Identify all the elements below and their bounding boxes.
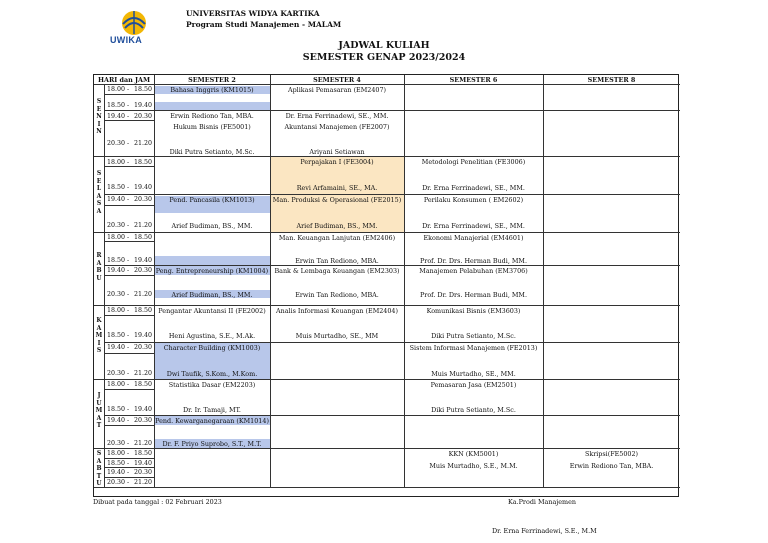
kamis-s2-lecturer-b: Dwi Taufik, S.Kom., M.Kom. bbox=[166, 370, 258, 378]
university-name: UNIVERSITAS WIDYA KARTIKA bbox=[186, 9, 320, 18]
sabtu-s8-course-a: Skripsi(FE5002) bbox=[584, 450, 639, 458]
time-start: 19.40 bbox=[107, 113, 126, 120]
kamis-s6-lecturer-a: Diki Putra Setianto, M.Sc. bbox=[431, 332, 516, 340]
time-end: 20.30 bbox=[134, 196, 153, 203]
created-date: Dibuat pada tanggal : 02 Februari 2023 bbox=[93, 498, 222, 506]
slot-rule bbox=[104, 342, 680, 343]
rabu-s6-course-a: Ekonomi Manajerial (EM4601) bbox=[423, 234, 524, 242]
time-end: 20.30 bbox=[134, 344, 153, 351]
col-rule bbox=[543, 75, 544, 487]
slot-rule bbox=[104, 110, 680, 111]
rabu-s2-course-b: Peng. Entrepreneurship (KM1004) bbox=[155, 267, 269, 275]
sabtu-s6-course-a: KKN (KM5001) bbox=[448, 450, 499, 458]
time-start: 19.40 bbox=[107, 196, 126, 203]
time-end: 20.30 bbox=[134, 417, 153, 424]
header-semester-6: SEMESTER 6 bbox=[449, 76, 498, 84]
time-start: 18.50 bbox=[107, 184, 126, 191]
time-separator: - bbox=[127, 307, 130, 314]
time-separator: - bbox=[127, 417, 130, 424]
time-end: 18.50 bbox=[134, 381, 153, 388]
selasa-s6-course-a: Metodologi Penelitian (FE3006) bbox=[421, 158, 526, 166]
time-end: 18.50 bbox=[134, 86, 153, 93]
page-title bbox=[0, 40, 768, 64]
time-start: 18.50 bbox=[107, 406, 126, 413]
time-start: 18.00 bbox=[107, 159, 126, 166]
header-day-time: HARI dan JAM bbox=[97, 76, 151, 84]
rabu-s4-lecturer-a: Erwin Tan Rediono, MBA. bbox=[295, 257, 379, 265]
time-start: 20.30 bbox=[107, 222, 126, 229]
jumat-s2-course-b: Pend. Kewarganegaraan (KM1014) bbox=[155, 417, 269, 425]
program-name: Program Studi Manajemen - MALAM bbox=[186, 20, 342, 29]
jumat-s6-lecturer-a: Diki Putra Setianto, M.Sc. bbox=[431, 406, 516, 414]
selasa-s6-course-b: Perilaku Konsumen ( EM2602) bbox=[423, 196, 524, 204]
selasa-s4-lecturer-b: Arief Budiman, BS., MM. bbox=[296, 222, 378, 230]
time-separator: - bbox=[127, 450, 130, 457]
time-start: 20.30 bbox=[107, 479, 126, 486]
schedule-table bbox=[93, 74, 679, 497]
senin-s4-lecturer-b: Ariyani Setiawan bbox=[309, 148, 365, 156]
time-separator: - bbox=[127, 102, 130, 109]
slot-rule bbox=[104, 425, 154, 426]
rabu-s4-lecturer-b: Erwin Tan Rediono, MBA. bbox=[295, 291, 379, 299]
selasa-s4-lecturer-a: Revi Arfamaini, SE., MA. bbox=[296, 184, 378, 192]
sabtu-s6-lecturer-a: Muis Murtadho, S.E., M.M. bbox=[429, 462, 518, 470]
time-separator: - bbox=[127, 86, 130, 93]
time-end: 19.40 bbox=[134, 332, 153, 339]
slot-rule bbox=[104, 389, 154, 390]
time-start: 19.40 bbox=[107, 344, 126, 351]
slot-rule bbox=[104, 265, 680, 266]
selasa-s6-lecturer-b: Dr. Erna Ferrinadewi, SE., MM. bbox=[422, 222, 525, 230]
jumat-s2-lecturer-a: Dr. Ir. Tamaji, MT. bbox=[183, 406, 241, 414]
jumat-s6-course-a: Pemasaran Jasa (EM2501) bbox=[430, 381, 517, 389]
header-rule bbox=[94, 84, 680, 85]
col-rule bbox=[154, 75, 155, 487]
header-semester-4: SEMESTER 4 bbox=[313, 76, 361, 84]
slot-rule bbox=[104, 353, 154, 354]
slot-rule bbox=[104, 194, 680, 195]
time-end: 18.50 bbox=[134, 159, 153, 166]
time-end: 19.40 bbox=[134, 257, 153, 264]
day-rule-5 bbox=[94, 448, 680, 449]
kamis-s4-course-a: Analis Informasi Keuangan (EM2404) bbox=[275, 307, 398, 315]
time-start: 18.50 bbox=[107, 257, 126, 264]
time-separator: - bbox=[127, 222, 130, 229]
jumat-s2-lecturer-b: Dr. F. Priyo Suprobo, S.T., M.T. bbox=[162, 440, 262, 448]
signer-role: Ka.Prodi Manajemen bbox=[508, 498, 576, 506]
time-separator: - bbox=[127, 370, 130, 377]
selasa-s2-lecturer-b: Arief Budiman, BS., MM. bbox=[171, 222, 253, 230]
senin-s4-course-b: Akuntansi Manajemen (FE2007) bbox=[284, 123, 390, 131]
signer-name: Dr. Erna Ferrinadewi, S.E., M.M bbox=[492, 527, 597, 535]
col-rule bbox=[104, 84, 105, 487]
time-end: 21.20 bbox=[134, 140, 153, 147]
time-start: 19.40 bbox=[107, 267, 126, 274]
selasa-s4-course-b: Man. Produksi & Operasional (FE2015) bbox=[272, 196, 402, 204]
sabtu-s8-lecturer-a: Erwin Rediono Tan, MBA. bbox=[569, 462, 654, 470]
time-end: 21.20 bbox=[134, 440, 153, 447]
rabu-s6-course-b: Manajemen Pelabuhan (EM3706) bbox=[419, 267, 528, 275]
time-start: 18.50 bbox=[107, 102, 126, 109]
slot-rule bbox=[104, 94, 154, 95]
kamis-s2-lecturer-a: Heni Agustina, S.E., M.Ak. bbox=[168, 332, 256, 340]
time-separator: - bbox=[127, 113, 130, 120]
senin-s2-course-b: Hukum Bisnis (FE5001) bbox=[173, 123, 251, 131]
rabu-s4-course-b: Bank & Lembaga Keuangan (EM2303) bbox=[274, 267, 400, 275]
time-end: 18.50 bbox=[134, 234, 153, 241]
time-separator: - bbox=[127, 344, 130, 351]
university-header bbox=[186, 8, 341, 30]
time-start: 18.00 bbox=[107, 307, 126, 314]
selasa-s6-lecturer-a: Dr. Erna Ferrinadewi, SE., MM. bbox=[422, 184, 525, 192]
day-rule-4 bbox=[94, 379, 680, 380]
time-end: 18.50 bbox=[134, 307, 153, 314]
rabu-s2-lecturer-b: Arief Budiman, BS., MM. bbox=[171, 291, 253, 299]
col-rule bbox=[404, 75, 405, 487]
time-separator: - bbox=[127, 257, 130, 264]
time-start: 18.50 bbox=[107, 460, 126, 467]
time-separator: - bbox=[127, 460, 130, 467]
time-separator: - bbox=[127, 440, 130, 447]
time-start: 20.30 bbox=[107, 440, 126, 447]
day-rule-6 bbox=[94, 487, 680, 488]
selasa-s2-course-b: Pend. Pancasila (KM1013) bbox=[169, 196, 255, 204]
slot-rule bbox=[104, 458, 154, 459]
time-end: 21.20 bbox=[134, 479, 153, 486]
kamis-s2-course-b: Character Building (KM1003) bbox=[163, 344, 261, 352]
time-end: 20.30 bbox=[134, 113, 153, 120]
time-end: 19.40 bbox=[134, 406, 153, 413]
day-jumat: J U M A T bbox=[95, 392, 103, 430]
time-start: 18.00 bbox=[107, 234, 126, 241]
time-start: 20.30 bbox=[107, 291, 126, 298]
time-end: 21.20 bbox=[134, 291, 153, 298]
schedule-subtitle: SEMESTER GENAP 2023/2024 bbox=[302, 52, 466, 63]
time-end: 19.40 bbox=[134, 102, 153, 109]
time-start: 18.00 bbox=[107, 381, 126, 388]
kamis-s4-lecturer-a: Muis Murtadho, SE., MM bbox=[295, 332, 379, 340]
time-separator: - bbox=[127, 267, 130, 274]
logo-text: UWIKA bbox=[110, 35, 142, 45]
header-semester-2: SEMESTER 2 bbox=[188, 76, 236, 84]
col-rule bbox=[270, 75, 271, 487]
day-sabtu: S A B T U bbox=[96, 450, 102, 488]
jumat-s2-course-a: Statistika Dasar (EM2203) bbox=[168, 381, 256, 389]
rabu-s6-lecturer-b: Prof. Dr. Drs. Herman Budi, MM. bbox=[419, 291, 528, 299]
time-end: 20.30 bbox=[134, 267, 153, 274]
time-end: 21.20 bbox=[134, 222, 153, 229]
day-selasa: S E L A S A bbox=[96, 170, 102, 215]
slot-rule bbox=[104, 275, 154, 276]
selasa-s4-course-a: Perpajakan I (FE3004) bbox=[300, 158, 374, 166]
time-start: 18.00 bbox=[107, 450, 126, 457]
schedule-title: JADWAL KULIAH bbox=[338, 40, 430, 51]
day-rabu: R A B U bbox=[96, 252, 102, 282]
highlight-rabu-s2 bbox=[155, 256, 270, 265]
time-separator: - bbox=[127, 381, 130, 388]
header-semester-8: SEMESTER 8 bbox=[587, 76, 636, 84]
slot-rule bbox=[104, 415, 680, 416]
time-start: 19.40 bbox=[107, 469, 126, 476]
time-end: 19.40 bbox=[134, 460, 153, 467]
time-separator: - bbox=[127, 234, 130, 241]
slot-rule bbox=[104, 477, 154, 478]
day-senin: S E N I N bbox=[96, 98, 102, 136]
time-end: 20.30 bbox=[134, 469, 153, 476]
slot-rule bbox=[104, 205, 154, 206]
day-rule-2 bbox=[94, 232, 680, 233]
kamis-s2-course-a: Pengantar Akuntansi II (FE2002) bbox=[158, 307, 266, 315]
rabu-s6-lecturer-a: Prof. Dr. Drs. Herman Budi, MM. bbox=[419, 257, 528, 265]
kamis-s6-course-a: Komunikasi Bisnis (EM3603) bbox=[426, 307, 521, 315]
time-start: 19.40 bbox=[107, 417, 126, 424]
slot-rule bbox=[104, 315, 154, 316]
time-end: 19.40 bbox=[134, 184, 153, 191]
rabu-s4-course-a: Man. Keuangan Lanjutan (EM2406) bbox=[278, 234, 396, 242]
senin-s4-course-a: Aplikasi Pemasaran (EM2407) bbox=[287, 86, 387, 94]
time-separator: - bbox=[127, 469, 130, 476]
kamis-s6-lecturer-b: Muis Murtadho, SE., MM. bbox=[431, 370, 516, 378]
time-separator: - bbox=[127, 479, 130, 486]
senin-s4-lecturer-a: Dr. Erna Ferrinadewi, SE., MM. bbox=[285, 112, 389, 120]
day-rule-3 bbox=[94, 305, 680, 306]
highlight-senin-s2-a-l bbox=[155, 102, 270, 110]
day-rule-1 bbox=[94, 156, 680, 157]
time-separator: - bbox=[127, 196, 130, 203]
day-kamis: K A M I S bbox=[95, 317, 103, 355]
time-separator: - bbox=[127, 332, 130, 339]
time-separator: - bbox=[127, 140, 130, 147]
senin-s2-lecturer-b: Diki Putra Setianto, M.Sc. bbox=[169, 148, 255, 156]
time-separator: - bbox=[127, 406, 130, 413]
time-end: 21.20 bbox=[134, 370, 153, 377]
time-start: 18.00 bbox=[107, 86, 126, 93]
senin-s2-lecturer-a: Erwin Rediono Tan, MBA. bbox=[170, 112, 254, 120]
time-end: 18.50 bbox=[134, 450, 153, 457]
time-start: 20.30 bbox=[107, 370, 126, 377]
kamis-s6-course-b: Sistem Informasi Manajemen (FE2013) bbox=[409, 344, 538, 352]
time-start: 18.50 bbox=[107, 332, 126, 339]
time-start: 20.30 bbox=[107, 140, 126, 147]
time-separator: - bbox=[127, 159, 130, 166]
time-separator: - bbox=[127, 184, 130, 191]
time-separator: - bbox=[127, 291, 130, 298]
senin-s2-course-a: Bahasa Inggris (KM1015) bbox=[170, 86, 254, 94]
